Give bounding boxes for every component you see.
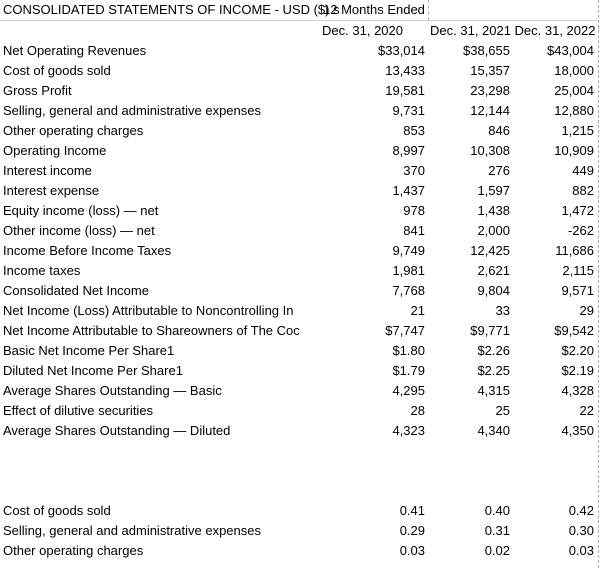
value-cell[interactable]: $2.26 — [477, 343, 510, 358]
value-cell[interactable]: 25 — [495, 403, 510, 418]
value-cell[interactable]: $7,747 — [385, 323, 425, 338]
table-row — [0, 101, 601, 121]
value-cell[interactable]: 2,115 — [562, 263, 594, 278]
statement-title[interactable]: CONSOLIDATED STATEMENTS OF INCOME - USD ($) s — [3, 2, 340, 17]
row-label[interactable]: Net Income Attributable to Shareowners of The Coc — [3, 323, 300, 338]
value-cell[interactable]: 1,438 — [477, 203, 510, 218]
value-cell[interactable]: 9,571 — [561, 283, 594, 298]
row-label[interactable]: Selling, general and administrative expenses — [3, 523, 261, 538]
row-label[interactable]: Net Operating Revenues — [3, 43, 147, 58]
row-label[interactable]: Interest expense — [3, 183, 100, 198]
row-label[interactable]: Income taxes — [3, 263, 81, 278]
value-cell[interactable]: 12,425 — [470, 243, 510, 258]
value-cell[interactable]: 10,308 — [470, 143, 510, 158]
value-cell[interactable]: 4,295 — [392, 383, 425, 398]
value-cell[interactable]: 9,749 — [392, 243, 425, 258]
row-label[interactable]: Operating Income — [3, 143, 107, 158]
row-label[interactable]: Cost of goods sold — [3, 63, 111, 78]
table-row — [0, 141, 601, 161]
table-row — [0, 521, 601, 541]
value-cell[interactable]: $1.79 — [392, 363, 425, 378]
value-cell[interactable]: $2.25 — [477, 363, 510, 378]
value-cell[interactable]: 12,880 — [554, 103, 594, 118]
value-cell[interactable]: 841 — [403, 223, 425, 238]
value-cell[interactable]: 0.40 — [484, 503, 510, 518]
value-cell[interactable]: $9,771 — [470, 323, 510, 338]
value-cell[interactable]: 0.30 — [568, 523, 594, 538]
row-label[interactable]: Gross Profit — [3, 83, 72, 98]
value-cell[interactable]: 4,328 — [561, 383, 594, 398]
value-cell[interactable]: 0.03 — [399, 543, 425, 558]
column-header[interactable]: Dec. 31, 2022 — [514, 23, 596, 38]
value-cell[interactable]: 29 — [579, 303, 594, 318]
table-row — [0, 401, 601, 421]
row-label[interactable]: Other income (loss) — net — [3, 223, 155, 238]
value-cell[interactable]: 0.03 — [568, 543, 594, 558]
row-label[interactable]: Average Shares Outstanding — Basic — [3, 383, 222, 398]
value-cell[interactable]: 449 — [572, 163, 594, 178]
value-cell[interactable]: 4,340 — [477, 423, 510, 438]
value-cell[interactable]: 0.02 — [484, 543, 510, 558]
value-cell[interactable]: 33 — [495, 303, 510, 318]
value-cell[interactable]: 1,472 — [561, 203, 594, 218]
row-label[interactable]: Basic Net Income Per Share1 — [3, 343, 175, 358]
value-cell[interactable]: 9,731 — [392, 103, 425, 118]
value-cell[interactable]: $2.19 — [561, 363, 594, 378]
period-label[interactable]: 12 Months Ended — [323, 2, 425, 17]
value-cell[interactable]: 15,357 — [470, 63, 510, 78]
value-cell[interactable]: 0.29 — [399, 523, 425, 538]
value-cell[interactable]: 0.41 — [399, 503, 425, 518]
value-cell[interactable]: 2,000 — [477, 223, 510, 238]
row-label[interactable]: Cost of goods sold — [3, 503, 111, 518]
row-label[interactable]: Net Income (Loss) Attributable to Noncontrolling In — [3, 303, 294, 318]
value-cell[interactable]: -262 — [567, 223, 594, 238]
value-cell[interactable]: 23,298 — [470, 83, 510, 98]
value-cell[interactable]: 1,597 — [477, 183, 510, 198]
value-cell[interactable]: 13,433 — [385, 63, 425, 78]
value-cell[interactable]: 882 — [572, 183, 594, 198]
row-label[interactable]: Equity income (loss) — net — [3, 203, 159, 218]
value-cell[interactable]: 370 — [403, 163, 425, 178]
value-cell[interactable]: 4,350 — [561, 423, 594, 438]
value-cell[interactable]: 10,909 — [554, 143, 594, 158]
value-cell[interactable]: 1,437 — [392, 183, 425, 198]
table-row — [0, 301, 601, 321]
table-row — [0, 421, 601, 441]
title-row — [0, 0, 601, 20]
table-row — [0, 121, 601, 141]
value-cell[interactable]: 2,621 — [477, 263, 510, 278]
value-cell[interactable]: 853 — [403, 123, 425, 138]
table-row — [0, 341, 601, 361]
table-row — [0, 241, 601, 261]
value-cell[interactable]: $33,014 — [378, 43, 425, 58]
row-label[interactable]: Income Before Income Taxes — [3, 243, 172, 258]
row-label[interactable]: Effect of dilutive securities — [3, 403, 154, 418]
value-cell[interactable]: $38,655 — [463, 43, 510, 58]
value-cell[interactable]: 25,004 — [554, 83, 594, 98]
value-cell[interactable]: 22 — [579, 403, 594, 418]
row-label[interactable]: Average Shares Outstanding — Diluted — [3, 423, 231, 438]
value-cell[interactable]: 7,768 — [392, 283, 425, 298]
table-row — [0, 201, 601, 221]
row-label[interactable]: Other operating charges — [3, 543, 144, 558]
table-row — [0, 381, 601, 401]
value-cell[interactable]: 18,000 — [554, 63, 594, 78]
table-row — [0, 361, 601, 381]
value-cell[interactable]: 19,581 — [385, 83, 425, 98]
table-row — [0, 541, 601, 561]
column-header[interactable]: Dec. 31, 2020 — [322, 23, 403, 38]
table-row — [0, 221, 601, 241]
column-header-row — [0, 21, 601, 41]
value-cell[interactable]: 9,804 — [477, 283, 510, 298]
value-cell[interactable]: 12,144 — [470, 103, 510, 118]
column-header[interactable]: Dec. 31, 2021 — [430, 23, 511, 38]
value-cell[interactable]: $9,542 — [554, 323, 594, 338]
table-row — [0, 161, 601, 181]
value-cell[interactable]: 11,686 — [555, 243, 594, 258]
row-label[interactable]: Other operating charges — [3, 123, 144, 138]
value-cell[interactable]: 0.42 — [568, 503, 594, 518]
value-cell[interactable]: $43,004 — [547, 43, 594, 58]
value-cell[interactable]: 978 — [403, 203, 425, 218]
table-row — [0, 181, 601, 201]
table-row — [0, 501, 601, 521]
value-cell[interactable]: $2.20 — [561, 343, 594, 358]
value-cell[interactable]: 1,215 — [561, 123, 594, 138]
value-cell[interactable]: 28 — [410, 403, 425, 418]
table-row — [0, 81, 601, 101]
table-row — [0, 41, 601, 61]
value-cell[interactable]: 4,315 — [477, 383, 510, 398]
row-label[interactable]: Selling, general and administrative expenses — [3, 103, 261, 118]
value-cell[interactable]: 846 — [488, 123, 510, 138]
table-row — [0, 61, 601, 81]
value-cell[interactable]: 276 — [488, 163, 510, 178]
value-cell[interactable]: 21 — [410, 303, 425, 318]
row-label[interactable]: Diluted Net Income Per Share1 — [3, 363, 183, 378]
table-row — [0, 321, 601, 341]
row-label[interactable]: Consolidated Net Income — [3, 283, 149, 298]
value-cell[interactable]: 8,997 — [392, 143, 425, 158]
value-cell[interactable]: 0.31 — [484, 523, 510, 538]
table-row — [0, 281, 601, 301]
table-row — [0, 261, 601, 281]
value-cell[interactable]: $1.80 — [392, 343, 425, 358]
value-cell[interactable]: 4,323 — [392, 423, 425, 438]
value-cell[interactable]: 1,981 — [392, 263, 425, 278]
row-label[interactable]: Interest income — [3, 163, 92, 178]
